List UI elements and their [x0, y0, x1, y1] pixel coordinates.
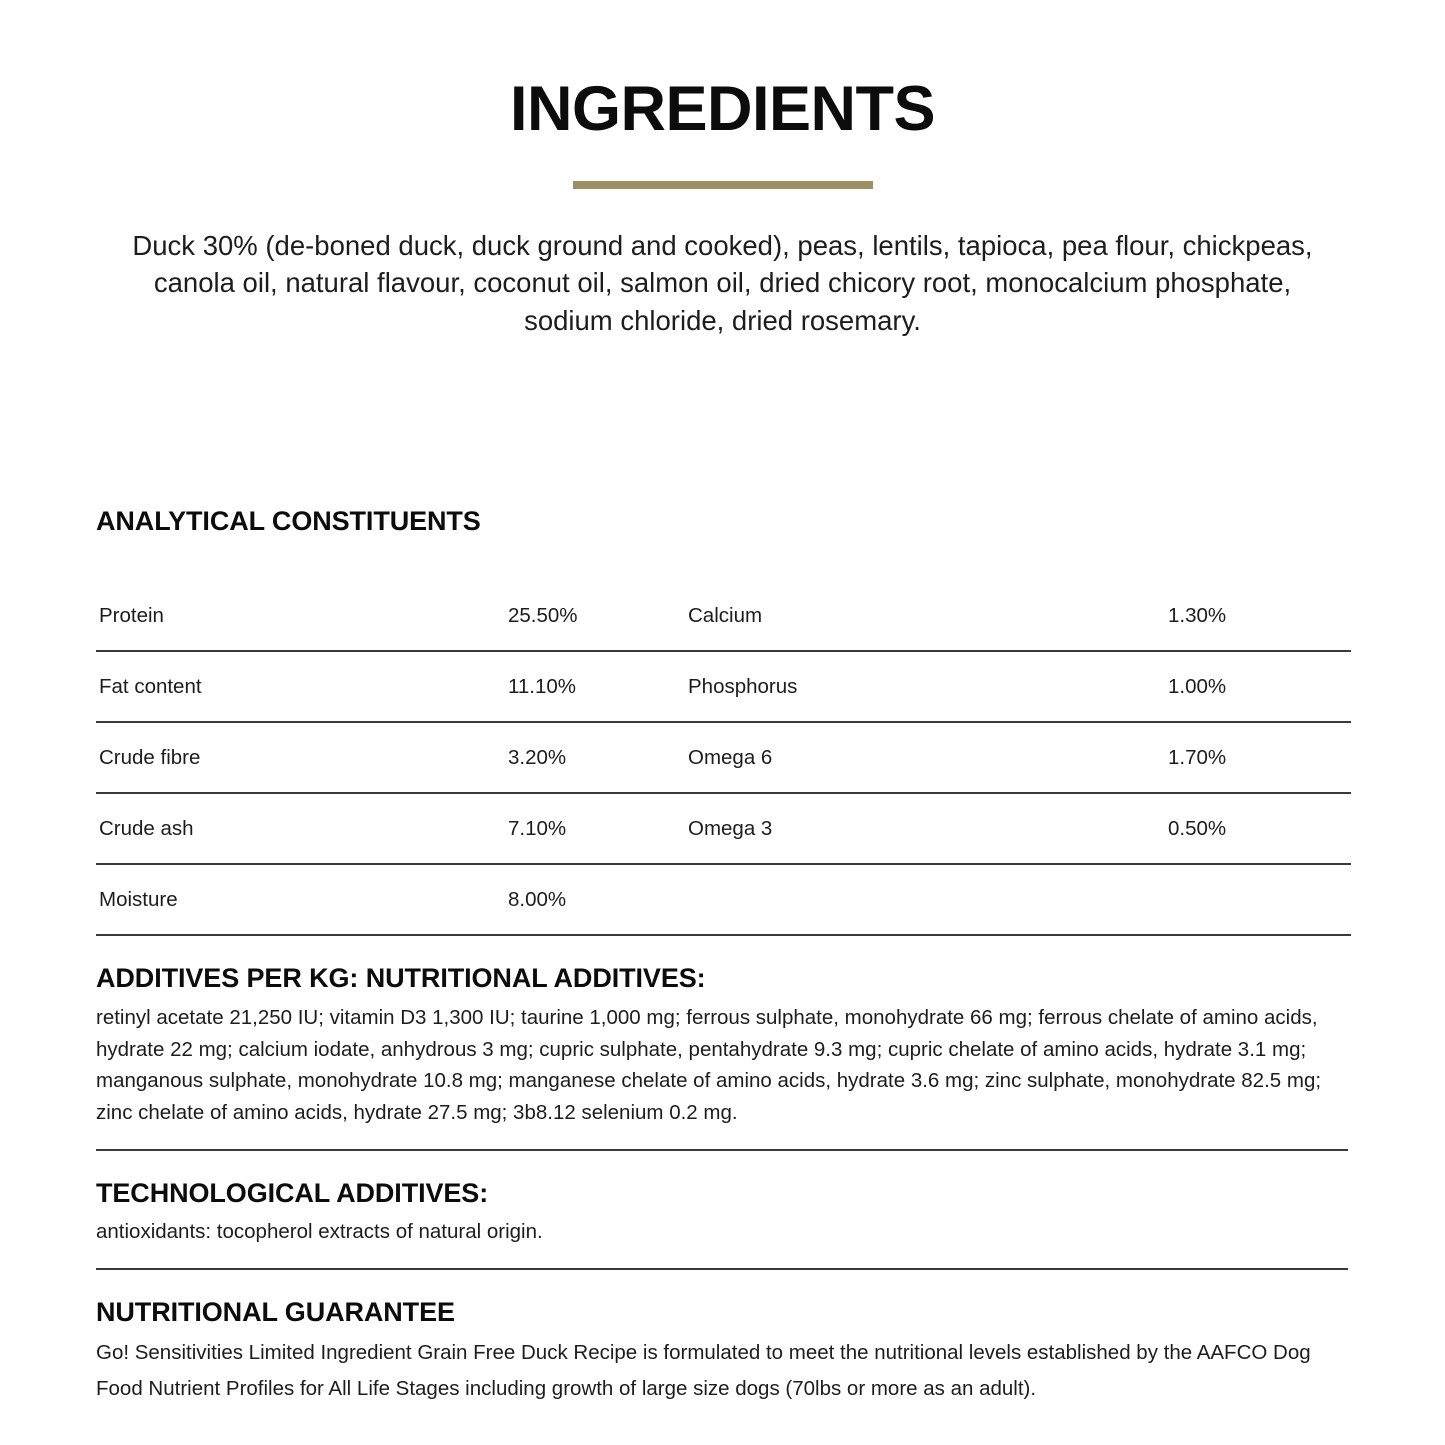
table-row: [96, 722, 1351, 793]
title-divider-rule: [573, 181, 873, 189]
technological-additives-section: [96, 1151, 1348, 1270]
table-row: [96, 864, 1351, 935]
table-body: [96, 581, 1351, 935]
nutritional-guarantee-body: Go! Sensitivities Limited Ingredient Grain Free Duck Recipe is formulated to meet the nutritional levels established by the AAFCO Dog Food Nutrient Profiles for All Life Stages including growth of large size dogs (70lbs or more as an adult).: [96, 1341, 1311, 1400]
row-label-fat-content: Fat content: [96, 651, 508, 722]
row-value-calcium: 1.30%: [1168, 581, 1351, 651]
analytical-constituents-table: [96, 581, 1351, 936]
row-label-phosphorus: Phosphorus: [688, 651, 1168, 722]
nutritional-additives-body: retinyl acetate 21,250 IU; vitamin D3 1,300 IU; taurine 1,000 mg; ferrous sulphate, monohydrate 66 mg; ferrous chelate of amino acids, hydrate 22 mg; calcium iodate, anhydrous 3 mg; cupric sulphate, pentahydrate 9.3 mg; cupric chelate of amino acids, hydrate 3.1 mg; manganous sulphate, monohydrate 10.8 mg; manganese chelate of amino acids, hydrate 3.6 mg; zinc sulphate, monohydrate 82.5 mg; zinc chelate of amino acids, hydrate 27.5 mg; 3b8.12 selenium 0.2 mg.: [96, 1005, 1322, 1125]
row-value-omega-3: 0.50%: [1168, 793, 1351, 864]
row-value-omega-6: 1.70%: [1168, 722, 1351, 793]
row-label-calcium: Calcium: [688, 581, 1168, 651]
table-row: [96, 581, 1351, 651]
table-row: [96, 793, 1351, 864]
row-label-crude-ash: Crude ash: [96, 793, 508, 864]
main-content: [96, 505, 1348, 1426]
row-label-moisture: Moisture: [96, 864, 508, 935]
row-value-phosphorus: 1.00%: [1168, 651, 1351, 722]
ingredients-section: [128, 227, 1318, 339]
technological-additives-body: antioxidants: tocopherol extracts of natural origin.: [96, 1220, 543, 1244]
row-value-crude-fibre: 3.20%: [508, 722, 688, 793]
page-title: INGREDIENTS: [509, 74, 936, 144]
nutritional-additives-section: [96, 936, 1348, 1150]
nutritional-guarantee-heading: NUTRITIONAL GUARANTEE: [96, 1297, 455, 1327]
table-row: [96, 651, 1351, 722]
row-value-empty: [1168, 864, 1351, 935]
row-label-omega-3: Omega 3: [688, 793, 1168, 864]
row-label-omega-6: Omega 6: [688, 722, 1168, 793]
row-label-protein: Protein: [96, 581, 508, 651]
nutritional-guarantee-section: [96, 1270, 1348, 1426]
technological-additives-heading: TECHNOLOGICAL ADDITIVES:: [96, 1177, 489, 1208]
row-value-crude-ash: 7.10%: [508, 793, 688, 864]
ingredients-paragraph: Duck 30% (de-boned duck, duck ground and cooked), peas, lentils, tapioca, pea flour, chickpeas, canola oil, natural flavour, coconut oil, salmon oil, dried chicory root, monocalcium phosphate, sodium chloride, dried rosemary.: [132, 230, 1313, 336]
row-value-protein: 25.50%: [508, 581, 688, 651]
row-value-fat-content: 11.10%: [508, 651, 688, 722]
row-value-moisture: 8.00%: [508, 864, 688, 935]
analytical-constituents-heading: ANALYTICAL CONSTITUENTS: [96, 506, 481, 536]
row-label-crude-fibre: Crude fibre: [96, 722, 508, 793]
nutritional-additives-heading: ADDITIVES PER KG: NUTRITIONAL ADDITIVES:: [96, 963, 706, 994]
page-header: [0, 0, 1445, 189]
row-label-empty: [688, 864, 1168, 935]
